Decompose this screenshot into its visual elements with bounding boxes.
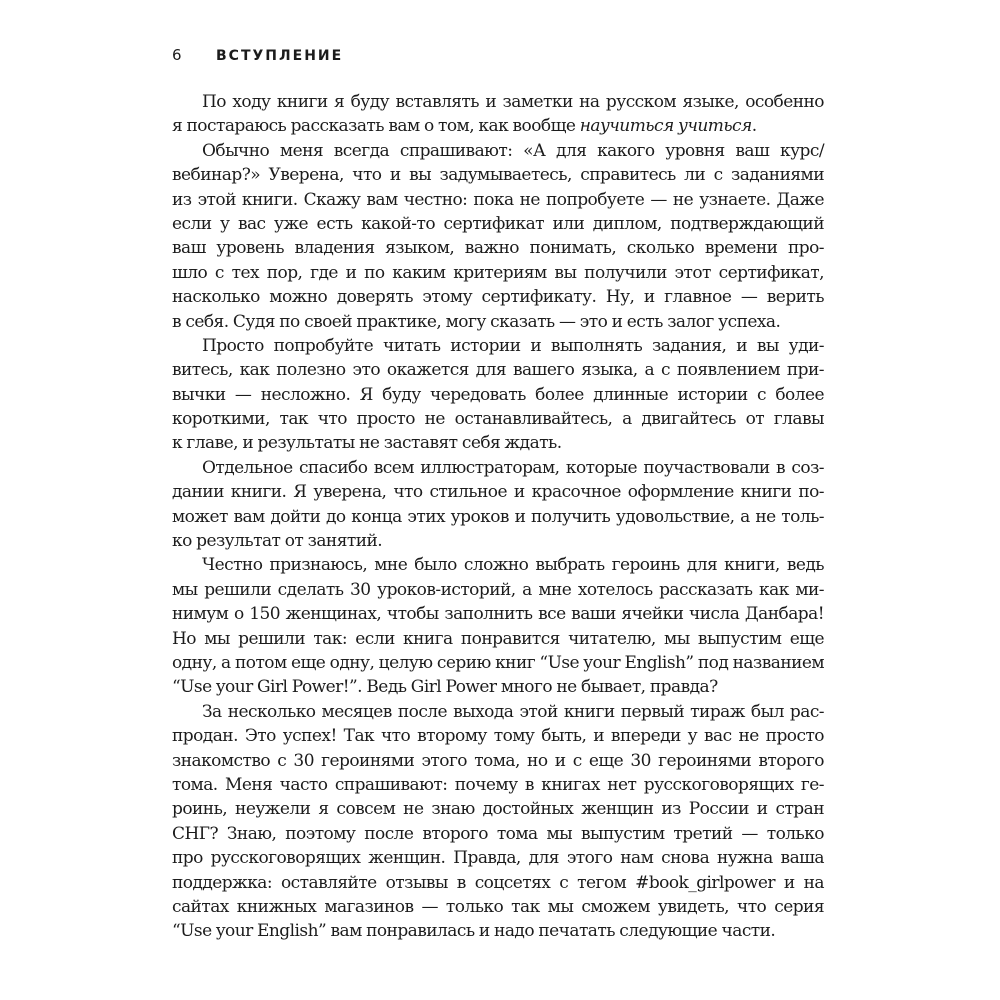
- text-line: По ходу книги я буду вставлять и заметки на русском языке, особенно: [202, 92, 824, 112]
- text-span: .: [751, 116, 757, 137]
- text-line: вебинар?» Уверена, что и вы задумываетесь, справитесь ли с заданиями: [172, 165, 824, 186]
- text-line: из этой книги. Скажу вам честно: пока не попробуете — не узнаете. Даже: [172, 189, 824, 210]
- text-line: насколько можно доверять этому сертификату. Ну, и главное — верить: [172, 287, 824, 308]
- text-line: может вам дойти до конца этих уроков и получить удовольствие, а не толь-: [172, 506, 824, 527]
- text-line: За несколько месяцев после выхода этой книги первый тираж был рас-: [202, 701, 824, 722]
- text-line: Обычно меня всегда спрашивают: «А для какого уровня ваш курс/: [202, 140, 824, 161]
- body-text: [172, 90, 824, 944]
- text-line: к главе, и результаты не заставят себя ждать.: [172, 433, 562, 454]
- text-line: вычки — несложно. Я буду чередовать более длинные истории с более: [172, 384, 824, 405]
- text-line: сайтах книжных магазинов — только так мы сможем увидеть, что серия: [172, 896, 824, 917]
- text-line: тома. Меня часто спрашивают: почему в книгах нет русскоговорящих ге-: [172, 774, 824, 795]
- text-line: поддержка: оставляйте отзывы в соцсетях с тегом #book_girlpower и на: [172, 872, 824, 893]
- running-header: [172, 46, 343, 68]
- text-line: Но мы решили так: если книга понравится читателю, мы выпустим еще: [172, 628, 824, 649]
- text-line: Просто попробуйте читать истории и выполнять задания, и вы уди-: [202, 335, 824, 356]
- text-line: Честно признаюсь, мне было сложно выбрать героинь для книги, ведь: [202, 555, 824, 576]
- text-line: в себя. Судя по своей практике, могу сказать — это и есть залог успеха.: [172, 311, 781, 332]
- text-line: короткими, так что просто не останавливайтесь, а двигайтесь от главы: [172, 409, 824, 430]
- text-line: [172, 114, 824, 138]
- text-line: дании книги. Я уверена, что стильное и красочное оформление книги по-: [172, 482, 824, 503]
- text-line: роинь, неужели я совсем не знаю достойных женщин из России и стран: [172, 799, 824, 820]
- section-title: ВСТУПЛЕНИЕ: [216, 48, 344, 64]
- italic-phrase: научиться учиться: [579, 116, 752, 137]
- text-line: одну, а потом еще одну, целую серию книг “Use your English” под названием: [172, 652, 825, 673]
- text-line: ко результат от занятий.: [172, 531, 383, 552]
- text-line: мы решили сделать 30 уроков-историй, а мне хотелось рассказать как ми-: [172, 579, 824, 600]
- text-line: знакомство с 30 героинями этого тома, но и с еще 30 героинями второго: [172, 750, 824, 771]
- text-line: СНГ? Знаю, поэтому после второго тома мы выпустим третий — только: [172, 823, 824, 844]
- text-line: шло с тех пор, где и по каким критериям вы получили этот сертификат,: [172, 262, 824, 283]
- text-line: Отдельное спасибо всем иллюстраторам, которые поучаствовали в соз-: [202, 457, 824, 478]
- page-number: 6: [172, 46, 182, 64]
- text-line: “Use your Girl Power!”. Ведь Girl Power много не бывает, правда?: [172, 677, 718, 698]
- text-line: ваш уровень владения языком, важно понимать, сколько времени про-: [172, 238, 824, 259]
- text-line: продан. Это успех! Так что второму тому быть, и впереди у вас не просто: [172, 726, 824, 747]
- text-line: витесь, как полезно это окажется для вашего языка, а с появлением при-: [172, 360, 824, 381]
- text-line: если у вас уже есть какой-то сертификат или диплом, подтверждающий: [172, 213, 824, 234]
- text-line: про русскоговорящих женщин. Правда, для этого нам снова нужна ваша: [172, 848, 824, 869]
- text-span: я постараюсь рассказать вам о том, как вообще: [172, 116, 580, 137]
- text-line: нимум о 150 женщинах, чтобы заполнить все ваши ячейки числа Данбара!: [172, 604, 824, 625]
- text-line: “Use your English” вам понравилась и надо печатать следующие части.: [172, 921, 776, 942]
